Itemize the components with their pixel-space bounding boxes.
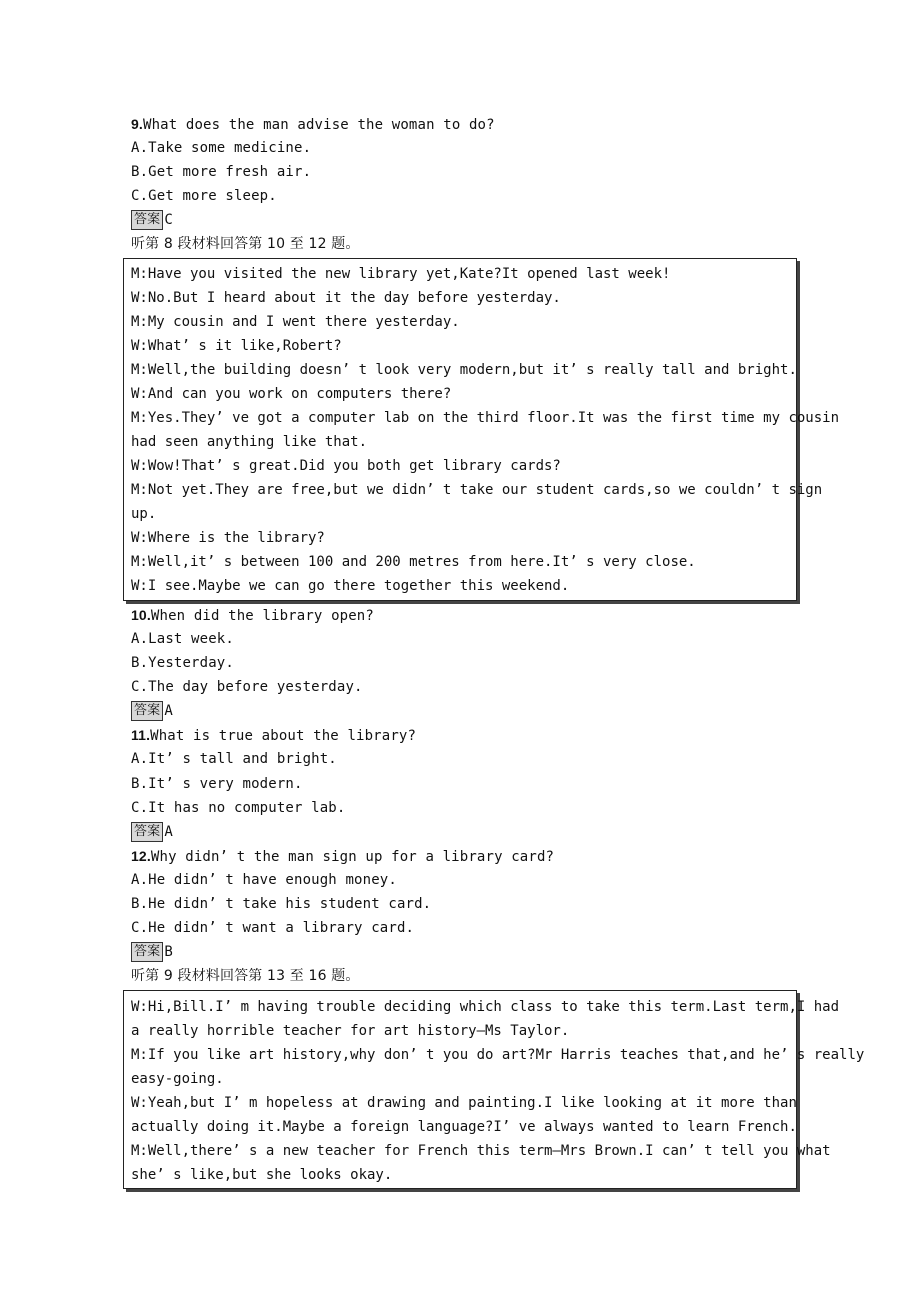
dialogue-line: W:And can you work on computers there? <box>131 386 452 402</box>
dialogue-line: W:Hi,Bill.I’ m having trouble deciding which class to take this term.Last term,I had <box>131 999 840 1015</box>
q12-option-b: B.He didn’ t take his student card. <box>131 896 432 912</box>
answer-value: A <box>164 703 173 719</box>
dialogue-line: W:Yeah,but I’ m hopeless at drawing and painting.I like looking at it more than <box>131 1095 797 1111</box>
dialogue-line: W:Where is the library? <box>131 530 325 546</box>
question-text: What does the man advise the woman to do? <box>142 117 495 133</box>
question-number: 10. <box>131 607 151 623</box>
dialogue-line: M:Yes.They’ ve got a computer lab on the third floor.It was the first time my cousin <box>131 410 840 426</box>
dialogue-line: M:My cousin and I went there yesterday. <box>131 314 460 330</box>
dialogue-line: M:Well,there’ s a new teacher for French this term—Mrs Brown.I can’ t tell you what <box>131 1143 831 1159</box>
answer-label: 答案 <box>131 942 163 962</box>
dialogue-line: she’ s like,but she looks okay. <box>131 1167 393 1183</box>
q11-answer <box>131 820 173 844</box>
answer-value: C <box>164 212 173 228</box>
dialogue-line: a really horrible teacher for art history—Ms Taylor. <box>131 1023 570 1039</box>
transcript-box-9 <box>123 990 865 1189</box>
question-text: Why didn’ t the man sign up for a library card? <box>150 849 555 865</box>
q9-option-c: C.Get more sleep. <box>131 188 277 204</box>
question-number: 9. <box>131 116 143 132</box>
question-10 <box>131 603 374 627</box>
q11-option-a: A.It’ s tall and bright. <box>131 751 337 767</box>
question-12 <box>131 844 554 868</box>
q11-option-b: B.It’ s very modern. <box>131 776 303 792</box>
dialogue-line: W:No.But I heard about it the day before yesterday. <box>131 290 561 306</box>
q9-option-a: A.Take some medicine. <box>131 140 312 156</box>
answer-label: 答案 <box>131 701 163 721</box>
dialogue-line: up. <box>131 506 157 522</box>
question-11 <box>131 723 416 747</box>
question-text: What is true about the library? <box>150 728 417 744</box>
question-number: 12. <box>131 848 151 864</box>
q12-answer <box>131 940 173 964</box>
dialogue-line: M:If you like art history,why don’ t you do art?Mr Harris teaches that,and he’ s really <box>131 1047 865 1063</box>
q12-option-a: A.He didn’ t have enough money. <box>131 872 397 888</box>
dialogue-line: M:Not yet.They are free,but we didn’ t take our student cards,so we couldn’ t sign <box>131 482 823 498</box>
transcript-box-8 <box>123 258 840 601</box>
answer-label: 答案 <box>131 210 163 230</box>
dialogue-line: W:I see.Maybe we can go there together this weekend. <box>131 578 570 594</box>
q9-option-b: B.Get more fresh air. <box>131 164 312 180</box>
q9-answer <box>131 208 173 232</box>
question-text: When did the library open? <box>150 608 374 624</box>
dialogue-line: easy-going. <box>131 1071 224 1087</box>
dialogue-line: actually doing it.Maybe a foreign language?I’ ve always wanted to learn French. <box>131 1119 797 1135</box>
q11-option-c: C.It has no computer lab. <box>131 800 346 816</box>
section-8-heading: 听第 8 段材料回答第 10 至 12 题。 <box>131 236 360 252</box>
dialogue-line: W:What’ s it like,Robert? <box>131 338 342 354</box>
section-9-heading: 听第 9 段材料回答第 13 至 16 题。 <box>131 968 360 984</box>
question-number: 11. <box>131 727 151 743</box>
dialogue-line: W:Wow!That’ s great.Did you both get library cards? <box>131 458 561 474</box>
answer-label: 答案 <box>131 822 163 842</box>
q10-option-c: C.The day before yesterday. <box>131 679 363 695</box>
answer-value: A <box>164 824 173 840</box>
answer-value: B <box>164 944 173 960</box>
q10-option-a: A.Last week. <box>131 631 234 647</box>
dialogue-line: had seen anything like that. <box>131 434 368 450</box>
q10-answer <box>131 699 173 723</box>
q12-option-c: C.He didn’ t want a library card. <box>131 920 415 936</box>
question-9 <box>131 112 495 136</box>
dialogue-line: M:Well,the building doesn’ t look very modern,but it’ s really tall and bright. <box>131 362 797 378</box>
q10-option-b: B.Yesterday. <box>131 655 234 671</box>
dialogue-line: M:Well,it’ s between 100 and 200 metres from here.It’ s very close. <box>131 554 696 570</box>
dialogue-line: M:Have you visited the new library yet,Kate?It opened last week! <box>131 266 671 282</box>
